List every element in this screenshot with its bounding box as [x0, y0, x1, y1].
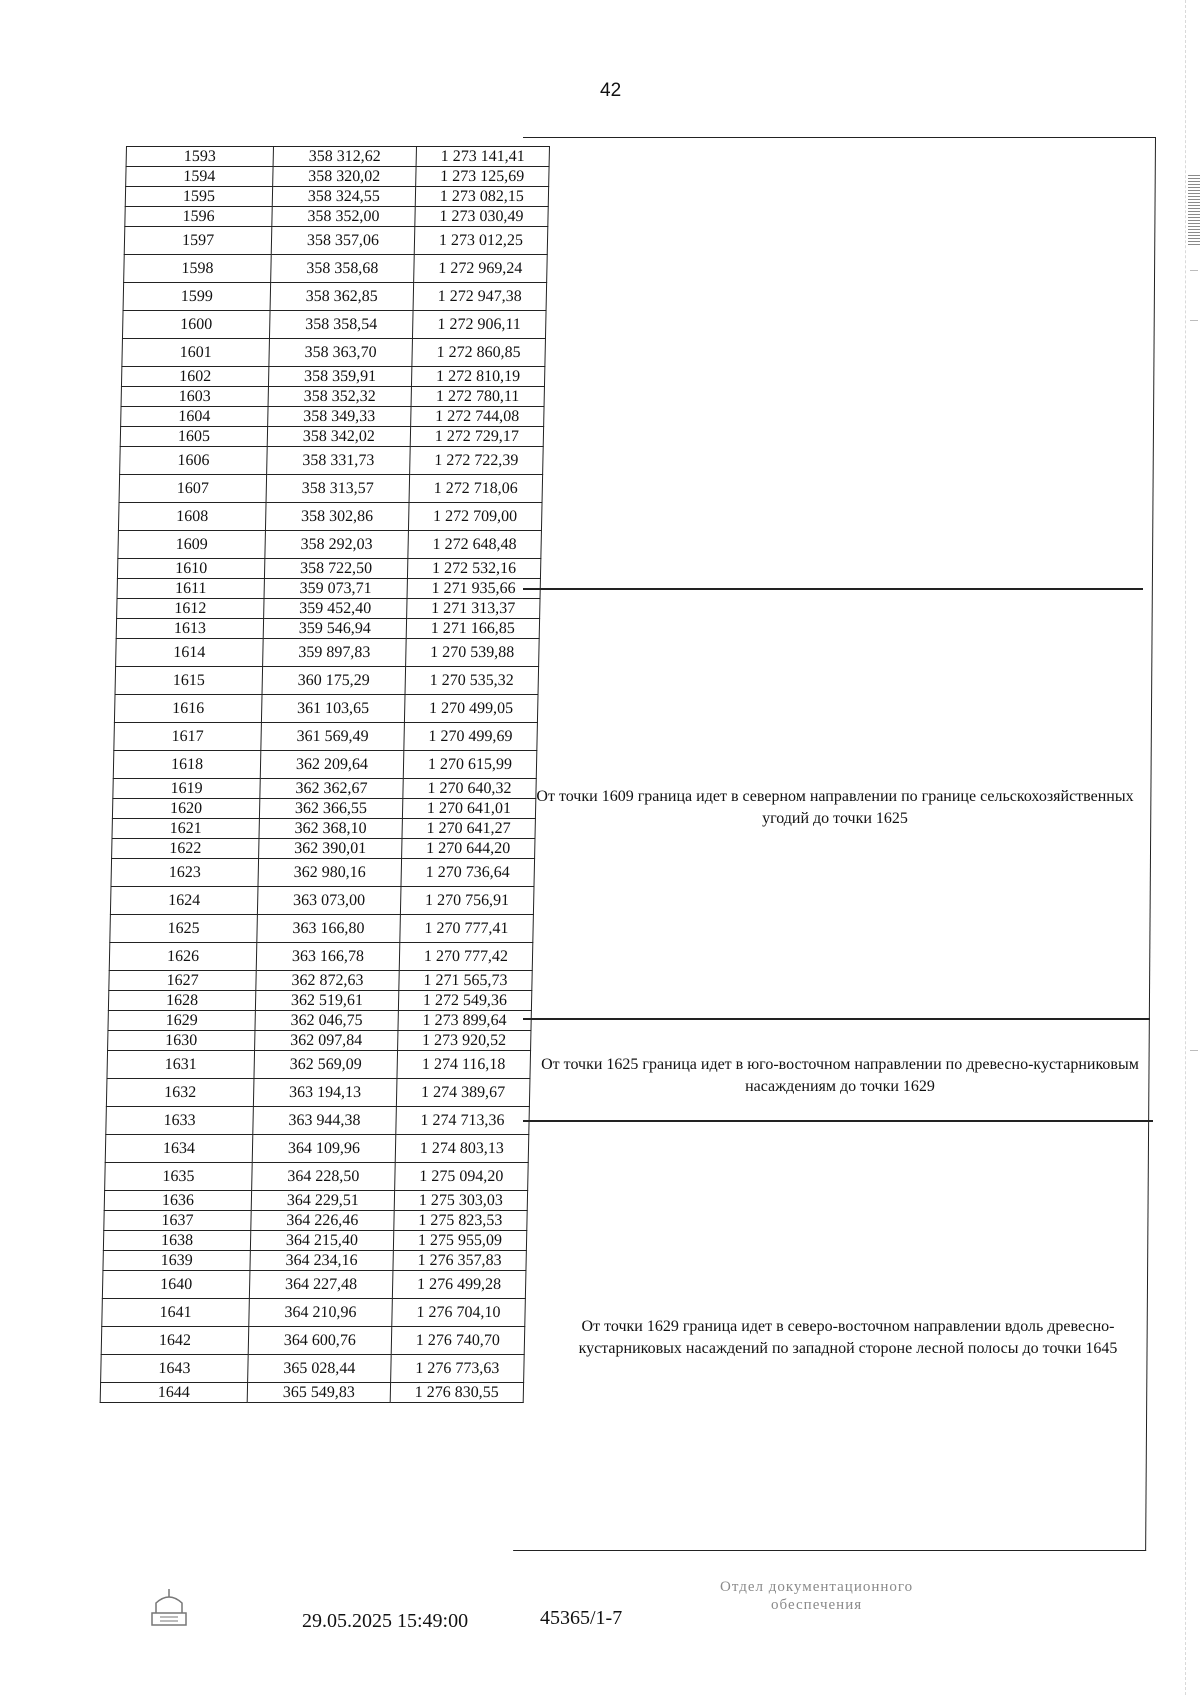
y-coordinate-cell: 1 270 535,32 [405, 667, 539, 695]
y-coordinate-cell: 1 270 777,42 [399, 943, 533, 971]
x-coordinate-cell: 364 210,96 [249, 1299, 392, 1327]
x-coordinate-cell: 358 320,02 [273, 167, 416, 187]
point-number-cell: 1605 [120, 427, 267, 447]
table-row [126, 147, 549, 167]
table-row [107, 1051, 531, 1079]
point-number-cell: 1639 [103, 1251, 250, 1271]
y-coordinate-cell: 1 274 389,67 [396, 1079, 530, 1107]
x-coordinate-cell: 363 944,38 [253, 1107, 396, 1135]
table-row [109, 971, 532, 991]
point-number-cell: 1599 [123, 283, 271, 311]
table-row [120, 447, 544, 475]
point-number-cell: 1596 [125, 207, 272, 227]
y-coordinate-cell: 1 272 718,06 [409, 475, 543, 503]
table-row [112, 819, 535, 839]
point-number-cell: 1642 [101, 1327, 249, 1355]
x-coordinate-cell: 362 366,55 [259, 799, 402, 819]
table-row [112, 839, 535, 859]
x-coordinate-cell: 358 312,62 [273, 147, 416, 167]
divider-1625 [523, 1018, 1150, 1020]
table-row [109, 943, 533, 971]
x-coordinate-cell: 364 228,50 [252, 1163, 395, 1191]
table-row [115, 667, 539, 695]
point-number-cell: 1624 [110, 887, 258, 915]
point-number-cell: 1631 [107, 1051, 255, 1079]
table-row [104, 1211, 527, 1231]
y-coordinate-cell: 1 276 773,63 [390, 1355, 524, 1383]
point-number-cell: 1600 [122, 311, 270, 339]
y-coordinate-cell: 1 272 709,00 [408, 503, 542, 531]
point-number-cell: 1617 [114, 723, 262, 751]
table-row [117, 559, 540, 579]
y-coordinate-cell: 1 275 094,20 [394, 1163, 528, 1191]
x-coordinate-cell: 361 569,49 [261, 723, 404, 751]
point-number-cell: 1616 [114, 695, 262, 723]
point-number-cell: 1633 [106, 1107, 254, 1135]
point-number-cell: 1640 [102, 1271, 250, 1299]
x-coordinate-cell: 362 569,09 [254, 1051, 397, 1079]
point-number-cell: 1644 [100, 1383, 247, 1403]
point-number-cell: 1603 [121, 387, 268, 407]
point-number-cell: 1608 [118, 503, 266, 531]
x-coordinate-cell: 364 215,40 [250, 1231, 393, 1251]
point-number-cell: 1615 [115, 667, 263, 695]
y-coordinate-cell: 1 270 640,32 [403, 779, 537, 799]
y-coordinate-cell: 1 271 565,73 [399, 971, 533, 991]
y-coordinate-cell: 1 270 641,27 [402, 819, 536, 839]
y-coordinate-cell: 1 272 860,85 [412, 339, 546, 367]
y-coordinate-cell: 1 276 830,55 [390, 1383, 524, 1403]
description-1625-1629: От точки 1625 граница идет в юго-восточном направлении по древесно-кустарниковым насаждениям до точки 1629 [541, 1056, 1139, 1095]
y-coordinate-cell: 1 271 313,37 [406, 599, 540, 619]
x-coordinate-cell: 363 166,78 [256, 943, 399, 971]
emblem-icon [146, 1585, 192, 1631]
x-coordinate-cell: 359 546,94 [263, 619, 406, 639]
stamp-line-2: обеспечения [771, 1597, 863, 1613]
y-coordinate-cell: 1 273 082,15 [415, 187, 549, 207]
x-coordinate-cell: 362 980,16 [258, 859, 401, 887]
x-coordinate-cell: 362 362,67 [260, 779, 403, 799]
table-row [108, 991, 531, 1011]
x-coordinate-cell: 362 046,75 [255, 1011, 398, 1031]
y-coordinate-cell: 1 272 906,11 [412, 311, 546, 339]
x-coordinate-cell: 358 359,91 [268, 367, 411, 387]
point-number-cell: 1635 [105, 1163, 253, 1191]
point-number-cell: 1623 [111, 859, 259, 887]
x-coordinate-cell: 362 097,84 [255, 1031, 398, 1051]
table-row [119, 475, 543, 503]
table-row [106, 1079, 530, 1107]
divider-1609 [523, 588, 1143, 590]
table-row [106, 1107, 530, 1135]
point-number-cell: 1618 [113, 751, 261, 779]
y-coordinate-cell: 1 271 935,66 [407, 579, 541, 599]
table-row [118, 531, 542, 559]
x-coordinate-cell: 364 109,96 [252, 1135, 395, 1163]
x-coordinate-cell: 358 349,33 [268, 407, 411, 427]
table-row [121, 407, 544, 427]
scan-edge-marks [1185, 0, 1200, 1695]
table-row [117, 579, 540, 599]
table-row [100, 1383, 523, 1403]
x-coordinate-cell: 358 331,73 [267, 447, 410, 475]
y-coordinate-cell: 1 270 756,91 [400, 887, 534, 915]
table-row [103, 1231, 526, 1251]
point-number-cell: 1629 [108, 1011, 255, 1031]
table-row [105, 1163, 529, 1191]
table-row [113, 751, 537, 779]
x-coordinate-cell: 358 362,85 [270, 283, 413, 311]
y-coordinate-cell: 1 275 303,03 [394, 1191, 528, 1211]
page-number: 42 [600, 80, 622, 101]
table-row [101, 1327, 525, 1355]
point-number-cell: 1602 [121, 367, 268, 387]
x-coordinate-cell: 365 549,83 [247, 1383, 390, 1403]
table-row [123, 283, 547, 311]
table-row [116, 639, 540, 667]
coordinates-table [100, 146, 550, 1403]
x-coordinate-cell: 358 363,70 [269, 339, 412, 367]
x-coordinate-cell: 358 352,32 [268, 387, 411, 407]
point-number-cell: 1609 [118, 531, 266, 559]
table-row [125, 187, 548, 207]
y-coordinate-cell: 1 270 499,05 [404, 695, 538, 723]
x-coordinate-cell: 359 897,83 [263, 639, 406, 667]
point-number-cell: 1611 [117, 579, 264, 599]
x-coordinate-cell: 358 352,00 [272, 207, 415, 227]
point-number-cell: 1619 [113, 779, 260, 799]
x-coordinate-cell: 358 358,54 [269, 311, 412, 339]
x-coordinate-cell: 364 234,16 [250, 1251, 393, 1271]
point-number-cell: 1614 [116, 639, 264, 667]
y-coordinate-cell: 1 272 549,36 [398, 991, 532, 1011]
table-row [114, 723, 538, 751]
x-coordinate-cell: 359 073,71 [264, 579, 407, 599]
x-coordinate-cell: 358 342,02 [267, 427, 410, 447]
table-row [102, 1299, 526, 1327]
stamp-line-1: Отдел документационного [720, 1579, 914, 1595]
y-coordinate-cell: 1 276 357,83 [393, 1251, 527, 1271]
table-row [104, 1191, 527, 1211]
y-coordinate-cell: 1 272 722,39 [409, 447, 543, 475]
y-coordinate-cell: 1 272 969,24 [413, 255, 547, 283]
y-coordinate-cell: 1 271 166,85 [406, 619, 540, 639]
x-coordinate-cell: 363 166,80 [257, 915, 400, 943]
x-coordinate-cell: 358 313,57 [266, 475, 409, 503]
point-number-cell: 1641 [102, 1299, 250, 1327]
description-1629-1645: От точки 1629 граница идет в северо-восточном направлении вдоль древесно-кустарниковых насаждений по западной стороне лесной полосы до точки 1645 [578, 1318, 1118, 1357]
y-coordinate-cell: 1 276 704,10 [392, 1299, 526, 1327]
table-row [124, 255, 548, 283]
point-number-cell: 1594 [126, 167, 273, 187]
table-row [108, 1031, 531, 1051]
point-number-cell: 1613 [116, 619, 263, 639]
document-number: 45365/1-7 [540, 1607, 623, 1629]
y-coordinate-cell: 1 272 744,08 [410, 407, 544, 427]
x-coordinate-cell: 364 229,51 [251, 1191, 394, 1211]
table-row [122, 311, 546, 339]
y-coordinate-cell: 1 274 116,18 [397, 1051, 531, 1079]
point-number-cell: 1612 [117, 599, 264, 619]
x-coordinate-cell: 364 226,46 [251, 1211, 394, 1231]
point-number-cell: 1626 [109, 943, 257, 971]
point-number-cell: 1593 [126, 147, 273, 167]
y-coordinate-cell: 1 274 713,36 [396, 1107, 530, 1135]
table-row [116, 619, 539, 639]
table-row [112, 799, 535, 819]
point-number-cell: 1636 [104, 1191, 251, 1211]
point-number-cell: 1607 [119, 475, 267, 503]
y-coordinate-cell: 1 270 644,20 [401, 839, 535, 859]
y-coordinate-cell: 1 276 499,28 [392, 1271, 526, 1299]
x-coordinate-cell: 362 872,63 [256, 971, 399, 991]
point-number-cell: 1598 [124, 255, 272, 283]
point-number-cell: 1625 [110, 915, 258, 943]
department-stamp [720, 1578, 913, 1614]
point-number-cell: 1622 [112, 839, 259, 859]
divider-1629 [523, 1120, 1153, 1122]
y-coordinate-cell: 1 270 641,01 [402, 799, 536, 819]
point-number-cell: 1595 [125, 187, 272, 207]
point-number-cell: 1637 [104, 1211, 251, 1231]
x-coordinate-cell: 358 357,06 [271, 227, 414, 255]
table-row [114, 695, 538, 723]
x-coordinate-cell: 363 194,13 [253, 1079, 396, 1107]
y-coordinate-cell: 1 272 532,16 [407, 559, 541, 579]
table-row [110, 915, 534, 943]
y-coordinate-cell: 1 272 780,11 [411, 387, 545, 407]
table-row [120, 427, 543, 447]
table-row [124, 227, 548, 255]
table-row [105, 1135, 529, 1163]
y-coordinate-cell: 1 272 947,38 [413, 283, 547, 311]
table-row [122, 339, 546, 367]
y-coordinate-cell: 1 270 499,69 [404, 723, 538, 751]
y-coordinate-cell: 1 270 539,88 [405, 639, 539, 667]
point-number-cell: 1620 [112, 799, 259, 819]
y-coordinate-cell: 1 274 803,13 [395, 1135, 529, 1163]
table-row [101, 1355, 525, 1383]
x-coordinate-cell: 362 390,01 [259, 839, 402, 859]
point-number-cell: 1597 [124, 227, 272, 255]
point-number-cell: 1606 [120, 447, 268, 475]
y-coordinate-cell: 1 272 729,17 [410, 427, 544, 447]
x-coordinate-cell: 362 519,61 [255, 991, 398, 1011]
table-row [111, 859, 535, 887]
point-number-cell: 1628 [108, 991, 255, 1011]
table-row [121, 367, 544, 387]
x-coordinate-cell: 365 028,44 [248, 1355, 391, 1383]
table-row [113, 779, 536, 799]
point-number-cell: 1604 [121, 407, 268, 427]
x-coordinate-cell: 362 368,10 [259, 819, 402, 839]
point-number-cell: 1638 [103, 1231, 250, 1251]
table-row [125, 207, 548, 227]
table-row [108, 1011, 531, 1031]
x-coordinate-cell: 358 324,55 [272, 187, 415, 207]
table-row [126, 167, 549, 187]
y-coordinate-cell: 1 272 810,19 [411, 367, 545, 387]
point-number-cell: 1643 [101, 1355, 249, 1383]
y-coordinate-cell: 1 273 012,25 [414, 227, 548, 255]
x-coordinate-cell: 358 722,50 [264, 559, 407, 579]
x-coordinate-cell: 364 600,76 [248, 1327, 391, 1355]
table-row [121, 387, 544, 407]
y-coordinate-cell: 1 275 823,53 [394, 1211, 528, 1231]
x-coordinate-cell: 363 073,00 [257, 887, 400, 915]
registration-datetime: 29.05.2025 15:49:00 [302, 1610, 469, 1632]
y-coordinate-cell: 1 270 777,41 [400, 915, 534, 943]
y-coordinate-cell: 1 273 030,49 [415, 207, 549, 227]
point-number-cell: 1621 [112, 819, 259, 839]
x-coordinate-cell: 358 302,86 [265, 503, 408, 531]
table-row [117, 599, 540, 619]
point-number-cell: 1627 [109, 971, 256, 991]
y-coordinate-cell: 1 276 740,70 [391, 1327, 525, 1355]
description-1609-1625: От точки 1609 граница идет в северном направлении по границе сельскохозяйственных угодий до точки 1625 [536, 788, 1134, 827]
y-coordinate-cell: 1 273 920,52 [397, 1031, 531, 1051]
x-coordinate-cell: 358 358,68 [271, 255, 414, 283]
table-row [118, 503, 542, 531]
y-coordinate-cell: 1 272 648,48 [408, 531, 542, 559]
y-coordinate-cell: 1 275 955,09 [393, 1231, 527, 1251]
y-coordinate-cell: 1 273 899,64 [398, 1011, 532, 1031]
point-number-cell: 1632 [106, 1079, 254, 1107]
x-coordinate-cell: 362 209,64 [260, 751, 403, 779]
y-coordinate-cell: 1 273 141,41 [416, 147, 550, 167]
table-row [103, 1251, 526, 1271]
x-coordinate-cell: 358 292,03 [265, 531, 408, 559]
x-coordinate-cell: 359 452,40 [264, 599, 407, 619]
table-row [102, 1271, 526, 1299]
point-number-cell: 1634 [105, 1135, 253, 1163]
x-coordinate-cell: 364 227,48 [249, 1271, 392, 1299]
point-number-cell: 1630 [108, 1031, 255, 1051]
y-coordinate-cell: 1 270 736,64 [401, 859, 535, 887]
x-coordinate-cell: 360 175,29 [262, 667, 405, 695]
point-number-cell: 1601 [122, 339, 270, 367]
point-number-cell: 1610 [117, 559, 264, 579]
y-coordinate-cell: 1 270 615,99 [403, 751, 537, 779]
table-row [110, 887, 534, 915]
y-coordinate-cell: 1 273 125,69 [415, 167, 549, 187]
x-coordinate-cell: 361 103,65 [261, 695, 404, 723]
